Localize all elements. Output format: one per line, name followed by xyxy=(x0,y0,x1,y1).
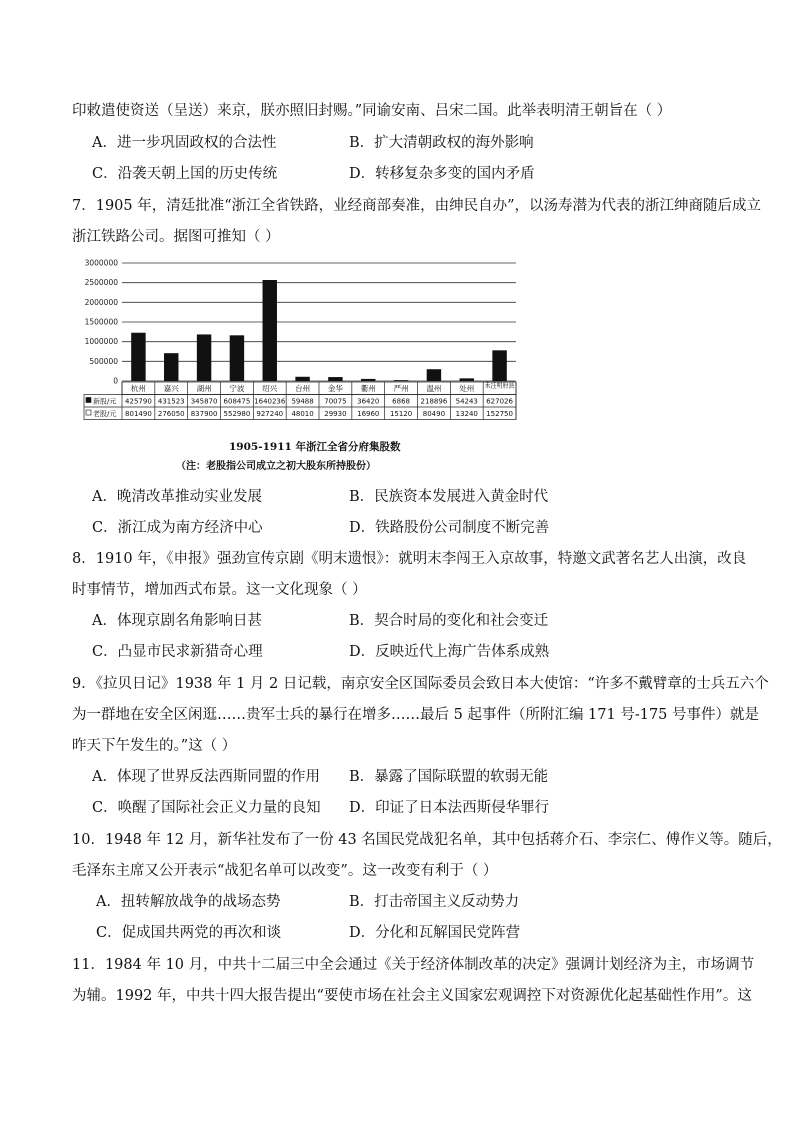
bar xyxy=(361,379,375,381)
bar xyxy=(328,377,342,381)
option-b[interactable]: B．民族资本发展进入黄金时代 xyxy=(349,489,549,505)
question-8-line-1: 8．1910 年，《申报》强劲宣传京剧《明末遗恨》：就明末李闯王入京故事，特邀文武著名艺人出演，改良 xyxy=(72,551,747,567)
category-label: 严州 xyxy=(393,384,409,393)
bar xyxy=(394,380,408,381)
data-label: 801490 xyxy=(125,410,152,418)
data-label: 218896 xyxy=(420,397,448,406)
bar xyxy=(131,333,145,381)
data-label: 48010 xyxy=(291,410,314,418)
category-label: 温州 xyxy=(426,384,442,393)
bar xyxy=(295,377,309,381)
data-label: 6868 xyxy=(392,397,410,406)
option-b[interactable]: B．打击帝国主义反动势力 xyxy=(349,894,520,910)
question-7-line-1: 7．1905 年，清廷批准“浙江全省铁路，业经商部奏准，由绅民自办”，以汤寿潜为代表的浙江绅商随后成立 xyxy=(72,198,762,214)
data-label: 13240 xyxy=(455,410,478,418)
data-label: 552980 xyxy=(223,410,251,418)
data-label: 80490 xyxy=(422,410,446,418)
data-label: 431523 xyxy=(157,397,185,406)
category-label: 宁波 xyxy=(229,384,245,393)
option-b[interactable]: B．暴露了国际联盟的软弱无能 xyxy=(349,769,549,785)
category-label: 湖州 xyxy=(196,384,212,393)
bar xyxy=(263,280,277,381)
question-11-line-2: 为辅。1992 年，中共十四大报告提出“要使市场在社会主义国家宏观调控下对资源优化起基础性作用”。这 xyxy=(72,988,752,1004)
data-label: 29930 xyxy=(324,410,347,418)
question-8-line-2: 时事情节，增加西式布景。这一文化现象（ ） xyxy=(72,582,367,598)
legend-swatch xyxy=(86,410,91,415)
data-label: 16960 xyxy=(357,410,380,418)
y-tick-label: 3000000 xyxy=(84,258,118,268)
question-9-line-2: 为一群地在安全区闲逛……贵军士兵的暴行在增多……最后 5 起事件（所附汇编 171 号-175 号事件）就是 xyxy=(72,707,760,723)
bar xyxy=(164,353,178,381)
category-label: 衢州 xyxy=(360,384,376,393)
option-a[interactable]: A．进一步巩固政权的合法性 xyxy=(92,135,277,151)
data-label: 627026 xyxy=(486,397,513,406)
question-9-line-3: 昨天下午发生的。”这（ ） xyxy=(72,738,237,754)
category-label: 金华 xyxy=(327,384,343,393)
category-label: 嘉兴 xyxy=(163,384,179,393)
y-tick-label: 2500000 xyxy=(84,278,118,288)
option-a[interactable]: A．体现京剧名角影响日甚 xyxy=(92,613,262,629)
bar xyxy=(460,378,474,381)
chart xyxy=(80,256,530,478)
option-d[interactable]: D．反映近代上海广告体系成熟 xyxy=(349,644,550,660)
option-a[interactable]: A．体现了世界反法西斯同盟的作用 xyxy=(92,769,320,785)
option-b[interactable]: B．契合时局的变化和社会变迁 xyxy=(349,613,549,629)
bar xyxy=(230,335,244,381)
y-tick-label: 1500000 xyxy=(84,317,118,327)
category-label: 台州 xyxy=(295,384,311,393)
bar xyxy=(492,350,506,381)
question-11-line-1: 11．1984 年 10 月，中共十二届三中全会通过《关于经济体制改革的决定》强调计划经济为主，市场调节 xyxy=(72,957,755,973)
data-label: 54243 xyxy=(455,397,478,406)
question-7-line-2: 浙江铁路公司。据图可推知（ ） xyxy=(72,229,280,245)
data-label: 15120 xyxy=(389,410,413,418)
data-label: 59488 xyxy=(291,397,314,406)
option-c[interactable]: C．唤醒了国际社会正义力量的良知 xyxy=(92,800,321,816)
y-tick-label: 2000000 xyxy=(84,297,118,307)
question-9-line-1: 9．《拉贝日记》1938 年 1 月 2 日记载，南京安全区国际委员会致日本大使馆：“许多不戴臂章的士兵五六个 xyxy=(72,676,769,692)
option-c[interactable]: C．凸显市民求新猎奇心理 xyxy=(92,644,263,660)
option-d[interactable]: D．印证了日本法西斯侵华罪行 xyxy=(349,800,550,816)
category-label: 杭州 xyxy=(130,384,146,393)
chart-note: （注：老股指公司成立之初大股东所持股份） xyxy=(176,461,376,472)
option-c[interactable]: C．促成国共两党的再次和谈 xyxy=(96,925,282,941)
data-label: 927240 xyxy=(256,410,284,418)
bar xyxy=(427,369,441,381)
category-label: 处州 xyxy=(459,384,475,393)
bar xyxy=(197,334,211,381)
data-label: 837900 xyxy=(190,410,218,418)
legend-label: 老股/元 xyxy=(93,410,117,418)
legend-swatch xyxy=(86,398,91,403)
data-label: 345870 xyxy=(190,397,218,406)
option-c[interactable]: C．沿袭天朝上国的历史传统 xyxy=(92,166,278,182)
chart-title: 1905-1911 年浙江全省分府集股数 xyxy=(229,441,401,453)
question-10-line-2: 毛泽东主席又公开表示“战犯名单可以改变”。这一改变有利于（ ） xyxy=(72,863,498,879)
option-d[interactable]: D．分化和瓦解国民党阵营 xyxy=(349,925,521,941)
question-10-line-1: 10．1948 年 12 月，新华社发布了一份 43 名国民党战犯名单，其中包括蒋介石、李宗仁、傅作义等。随后， xyxy=(72,832,782,848)
option-b[interactable]: B．扩大清朝政权的海外影响 xyxy=(349,135,534,151)
data-label: 1640236 xyxy=(254,397,286,406)
data-label: 608475 xyxy=(223,397,251,406)
data-label: 425790 xyxy=(125,397,152,406)
y-tick-label: 0 xyxy=(113,376,118,386)
option-c[interactable]: C．浙江成为南方经济中心 xyxy=(92,520,263,536)
data-label: 276050 xyxy=(157,410,185,418)
option-a[interactable]: A．扭转解放战争的战场态势 xyxy=(96,894,281,910)
category-label: 绍兴 xyxy=(262,384,278,393)
option-d[interactable]: D．转移复杂多变的国内矛盾 xyxy=(349,166,535,182)
legend-label: 新股/元 xyxy=(93,397,117,406)
data-label: 152750 xyxy=(486,410,513,418)
option-d[interactable]: D．铁路股份公司制度不断完善 xyxy=(349,520,550,536)
chart-svg xyxy=(80,256,530,436)
option-a[interactable]: A．晚清改革推动实业发展 xyxy=(92,489,262,505)
data-label: 36420 xyxy=(357,397,380,406)
y-tick-label: 500000 xyxy=(89,356,118,366)
category-label: 未注明府县 xyxy=(484,380,523,390)
text-line: 印敕遣使资送（呈送）来京，朕亦照旧封赐。”同谕安南、吕宋二国。此举表明清王朝旨在（ ） xyxy=(72,103,672,119)
y-tick-label: 1000000 xyxy=(84,337,118,347)
data-label: 70075 xyxy=(324,397,347,406)
